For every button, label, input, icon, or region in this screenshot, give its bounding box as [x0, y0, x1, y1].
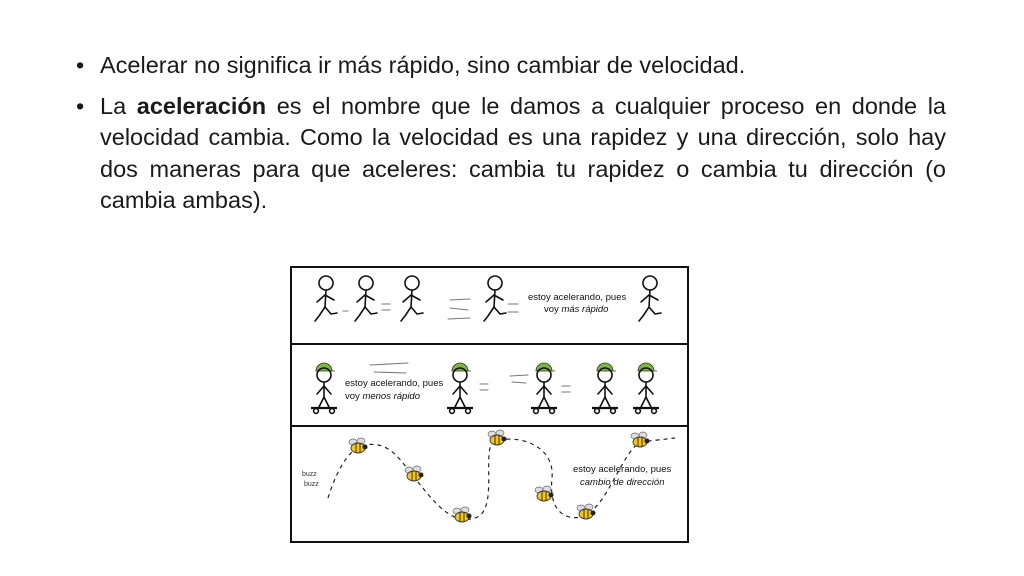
- acceleration-illustration: [290, 266, 689, 543]
- bullet-marker: •: [76, 52, 85, 78]
- caption-slower-prefix: voy: [345, 391, 363, 402]
- illustration-svg: [290, 266, 689, 543]
- caption-faster-line2: [544, 304, 608, 315]
- caption-faster-prefix: voy: [544, 304, 562, 315]
- caption-faster-line1: estoy acelerando, pues: [528, 292, 627, 303]
- caption-slower-line1: estoy acelerando, pues: [345, 378, 444, 389]
- buzz-text-2: buzz: [304, 481, 319, 488]
- bullet-text-pre: La: [100, 92, 137, 119]
- bullet-list: [76, 50, 946, 217]
- caption-slower-emph: menos rápido: [362, 391, 420, 402]
- caption-direction-line2: cambio de dirección: [580, 477, 665, 488]
- caption-slower-line2: [345, 391, 420, 402]
- bullet-text-bold: aceleración: [136, 92, 267, 119]
- caption-faster-emph: más rápido: [561, 304, 609, 315]
- bullet-marker: •: [76, 92, 85, 119]
- buzz-text-1: buzz: [302, 471, 317, 478]
- figure-frame: [291, 267, 688, 542]
- bullet-text: Acelerar no significa ir más rápido, sino cambiar de velocidad.: [100, 52, 746, 78]
- bullet-item-2: [76, 91, 946, 217]
- caption-direction-line1: estoy acelerando, pues: [573, 464, 672, 475]
- bullet-item-1: [76, 50, 946, 82]
- bullet-text-post: es el nombre que le damos a cualquier proceso en donde la velocidad cambia. Como la velocidad es una rapidez y una dirección, solo hay dos maneras para que aceleres: cambia tu rapidez o cambia tu dirección (o cambia ambas).: [100, 92, 946, 213]
